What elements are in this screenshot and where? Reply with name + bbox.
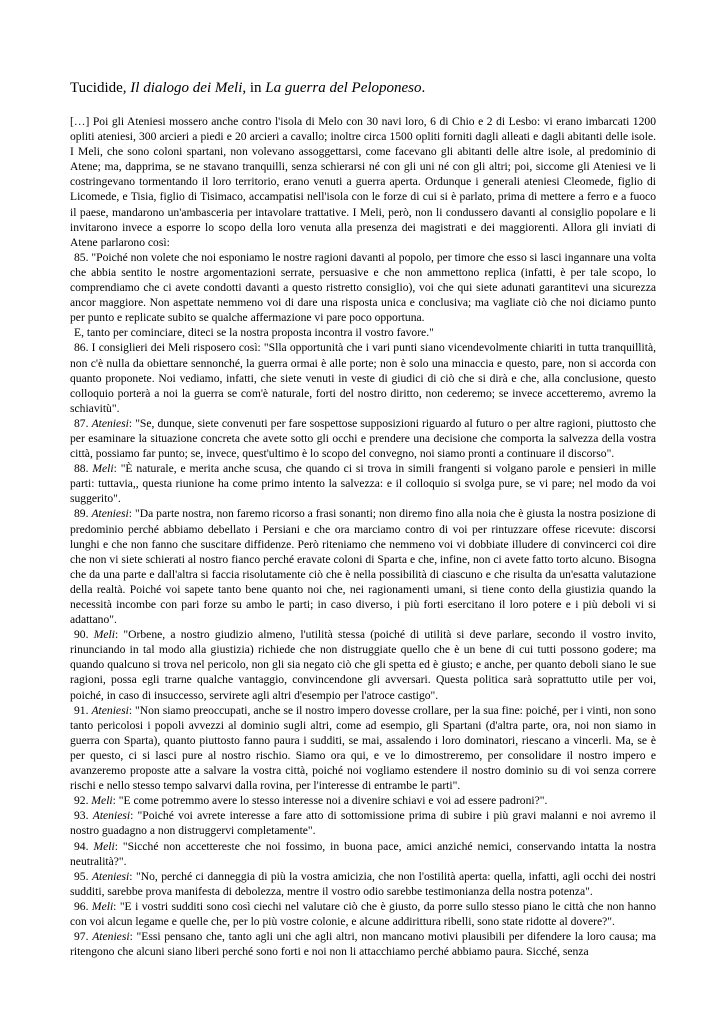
speaker-name: Ateniesi [91, 869, 130, 883]
title-mid: , in [242, 80, 266, 96]
paragraph-number: 95. [74, 869, 92, 883]
paragraph-text: I consiglieri dei Meli risposero così: "Slla opportunità che i vari punti siano vicendevolmente chiariti in tutta tranquillità, non c'è nulla da obiettare sennonché, la guerra ormai è alle porte; non è solo una minaccia e questo, pare, non si accorda con quanto proponete. Noi vediamo, infatti, che siete venuti in veste di giudici di ciò che si dirà e che, alla conclusione, questo colloquio porterà a noi la guerra se com'è naturale, forti del nostro diritto, non cederemo; se invece accetteremo, avremo la schiavitù". [70, 341, 657, 415]
speaker-separator: : [129, 930, 137, 944]
speaker-separator: : [113, 899, 120, 913]
title-end: . [421, 80, 426, 96]
dialogue-paragraph [70, 325, 656, 340]
speaker-name: Meli [93, 839, 115, 853]
paragraph-number: 88. [74, 462, 93, 476]
paragraph-text: "È naturale, e merita anche scusa, che quando ci si trova in simili frangenti si volgano parole e pensieri in mille parti: tuttavia,, questa riunione ha come primo intento la salvezza: e il colloquio si svolga pure, se vi pare; nel modo da voi suggerito". [70, 462, 656, 506]
paragraph-text: "Non siamo preoccupati, anche se il nostro impero dovesse crollare, per la sua fine: poiché, per i vinti, non sono tanto pericolosi i popoli avvezzi al dominio sugli altri, come ad esempio, gli Spartani (d'altra parte, ora, noi non siamo in guerra con Sparta), quanto piuttosto fanno paura i sudditi, se mai, assalendo i loro dominatori, riescano a vincerli. Ma, se è per questo, ci si lasci pure al nostro rischio. Siamo ora qui, e ve lo dimostreremo, per consolidare il nostro impero e avanzeremo proposte atte a salvare la vostra città, poiché noi vogliamo estendere il nostro dominio su di voi senza correre rischi e nello stesso tempo salvarvi dalla rovina, per l'interesse di entrambe le parti". [70, 703, 656, 793]
paragraph-text: "Poiché voi avrete interesse a fare atto di sottomissione prima di subire i più gravi malanni e noi avremo il nostro guadagno a non distruggervi completamente". [70, 809, 656, 838]
speaker-name: Meli [91, 899, 114, 913]
paragraph-number: 96. [74, 899, 92, 913]
speaker-name: Meli [93, 628, 115, 642]
speaker-separator: : [114, 839, 123, 853]
paragraph-number: 86. [74, 341, 92, 355]
dialogue-paragraph [70, 703, 656, 794]
paragraph-text: "Essi pensano che, tanto agli uni che agli altri, non mancano motivi plausibili per difendere la loro causa; ma ritengono che alcuni siano liberi perché sono forti e noi non li attacchiamo perché abbiamo paura. Sicché, senza [70, 930, 657, 959]
title-work: Il dialogo dei Meli [130, 80, 243, 96]
paragraph-text: "Sicché non accettereste che noi fossimo, in buona pace, amici anziché nemici, conservando intatta la nostra neutralità?". [70, 839, 656, 868]
speaker-separator: : [130, 809, 138, 823]
dialogue-paragraph [70, 340, 656, 415]
speaker-name: Ateniesi [92, 930, 130, 944]
paragraph-number: 91. [74, 703, 92, 717]
dialogue-paragraph [70, 929, 656, 959]
dialogue-paragraph [70, 869, 656, 899]
speaker-separator: : [129, 869, 136, 883]
speaker-separator: : [113, 462, 121, 476]
document-page [70, 78, 656, 959]
speaker-name: Ateniesi [92, 809, 131, 823]
document-body [70, 114, 656, 959]
dialogue-paragraph [70, 627, 656, 702]
paragraph-text: "Da parte nostra, non faremo ricorso a frasi sonanti; non diremo fino alla noia che è giusta la nostra posizione di predominio perché abbiamo debellato i Persiani e che ora marciamo contro di voi per rintuzzare offese ricevute: discorsi lunghi e che non fanno che suscitare diffidenze. Però riteniamo che nemmeno voi vi dobbiate illudere di convincerci coi dire che non vi siete schierati al nostro fianco perché eravate coloni di Sparta e che, infine, non ci avete fatto torto alcuno. Bisogna che da una parte e dall'altra si faccia risolutamente ciò che è nella possibilità di ciascuno e che risulta da un'esatta valutazione della realtà. Poiché voi sapete tanto bene quanto noi che, nei ragionamenti umani, si tiene conto della giustizia quando la necessità incombe con pari forze su ambo le parti; in caso diverso, i più forti esercitano il loro potere e i più deboli vi si adattano". [70, 507, 656, 627]
title-book: La guerra del Peloponeso [265, 80, 422, 96]
intro-paragraph: […] Poi gli Ateniesi mossero anche contro l'isola di Melo con 30 navi loro, 6 di Chio e 2 di Lesbo: vi erano imbarcati 1200 opliti ateniesi, 300 arcieri a piedi e 20 arcieri a cavallo; inoltre circa 1500 opliti forniti dagli alleati e dagli abitanti delle isole. I Meli, che sono coloni spartani, non volevano assoggettarsi, come facevano gli abitanti delle altre isole, al predominio di Atene; ma, dapprima, se ne stavano tranquilli, senza schierarsi né con gli uni né con gli altri; poi, siccome gli Ateniesi ve li costringevano tormentando il loro territorio, erano venuti a guerra aperta. Ordunque i generali ateniesi Cleomede, figlio di Licomede, e Tisia, figlio di Tisimaco, accampatisi nell'isola con le forze di cui si è parlato, prima di mettere a ferro e a fuoco il paese, mandarono un'ambasceria per intavolare trattative. I Meli, però, non li condussero davanti al consiglio popolare e li invitarono invece a esporre lo scopo della loro venuta alla presenza dei magistrati e dei maggiorenti. Allora gli inviati di Atene parlarono così: [70, 115, 656, 249]
paragraph-number: 92. [74, 794, 92, 808]
paragraph-number: 93. [74, 809, 93, 823]
speaker-name: Ateniesi [91, 507, 129, 521]
title-author: Tucidide, [70, 80, 131, 96]
speaker-separator: : [128, 507, 135, 521]
paragraph-number: 85. [74, 250, 92, 264]
dialogue-paragraph [70, 250, 656, 325]
speaker-separator: : [112, 794, 119, 808]
dialogue-sections [70, 250, 656, 959]
paragraph-number: 89. [74, 507, 92, 521]
paragraph-text: "No, perché ci danneggia di più la vostra amicizia, che non l'ostilità aperta: quella, infatti, agli occhi dei nostri sudditi, sarebbe prova manifesta di debolezza, mentre il vostro odio sarebbe testimonianza della nostra potenza". [70, 869, 657, 898]
dialogue-paragraph [70, 899, 656, 929]
paragraph-text: "Orbene, a nostro giudizio almeno, l'utilità stessa (poiché di utilità si deve parlare, secondo il vostro invito, rinunciando in tal modo alla giustizia) richiede che non distruggiate quello che è un bene di cui tutti possono godere; ma quando qualcuno si trova nel pericolo, non gli sia negato ciò che gli spetta ed è giusto; e anche, per quanto deboli siano le sue ragioni, possa egli trarne qualche vantaggio, convincendone gli avversari. Questa politica sarà soprattutto utile per voi, poiché, in caso di insuccesso, servirete agli altri d'esempio per l'atroce castigo". [70, 628, 657, 702]
paragraph-text: "E come potremmo avere lo stesso interesse noi a divenire schiavi e voi ad essere padroni?". [118, 794, 548, 808]
paragraph-text: E, tanto per cominciare, diteci se la nostra proposta incontra il vostro favore." [74, 326, 434, 340]
speaker-name: Ateniesi [91, 703, 129, 717]
paragraph-number: 97. [74, 930, 93, 944]
document-title [70, 78, 656, 98]
paragraph-text: "Se, dunque, siete convenuti per fare sospettose supposizioni riguardo al futuro o per altre ragioni, piuttosto che per esaminare la situazione concreta che avete sotto gli occhi e prendere una decisione che comporta la salvezza della vostra città, possiamo far punto; se, invece, quest'ultimo è lo scopo del convegno, noi siamo pronti a continuare il discorso". [70, 416, 657, 461]
dialogue-paragraph [70, 461, 656, 506]
paragraph-number: 87. [74, 416, 92, 430]
dialogue-paragraph [70, 506, 656, 627]
paragraph-text: "E i vostri sudditi sono così ciechi nel valutare ciò che è giusto, da porre sullo stesso piano le città che non hanno con voi alcun legame e quelle che, per lo più vostre colonie, e alcune addirittura ribelli, sono state ridotte al dovere?". [70, 899, 657, 928]
speaker-name: Ateniesi [91, 416, 129, 430]
speaker-separator: : [128, 416, 136, 430]
paragraph-number: 94. [74, 839, 94, 853]
speaker-name: Meli [91, 794, 113, 808]
dialogue-paragraph [70, 416, 656, 461]
dialogue-paragraph [70, 808, 656, 838]
paragraph-text: "Poiché non volete che noi esponiamo le nostre ragioni davanti al popolo, per timore che esso si lasci ingannare una volta che abbia sentito le nostre argomentazioni serrate, persuasive e che non ammettono replica (infatti, è per tale scopo, lo comprendiamo che ci avete condotti davanti a questo ristretto consiglio), voi che qui siete adunati garantitevi una sicurezza ancor maggiore. Non aspettate nemmeno voi di dare una risposta unica e conclusiva; ma vagliate ciò che noi diciamo punto per punto e replicate subito se qualche affermazione vi pare poco opportuna. [70, 250, 656, 325]
speaker-separator: : [128, 703, 136, 717]
paragraph-number: 90. [74, 628, 94, 642]
dialogue-paragraph [70, 839, 656, 869]
speaker-separator: : [114, 628, 124, 642]
speaker-name: Meli [92, 462, 114, 476]
dialogue-paragraph [70, 793, 656, 808]
